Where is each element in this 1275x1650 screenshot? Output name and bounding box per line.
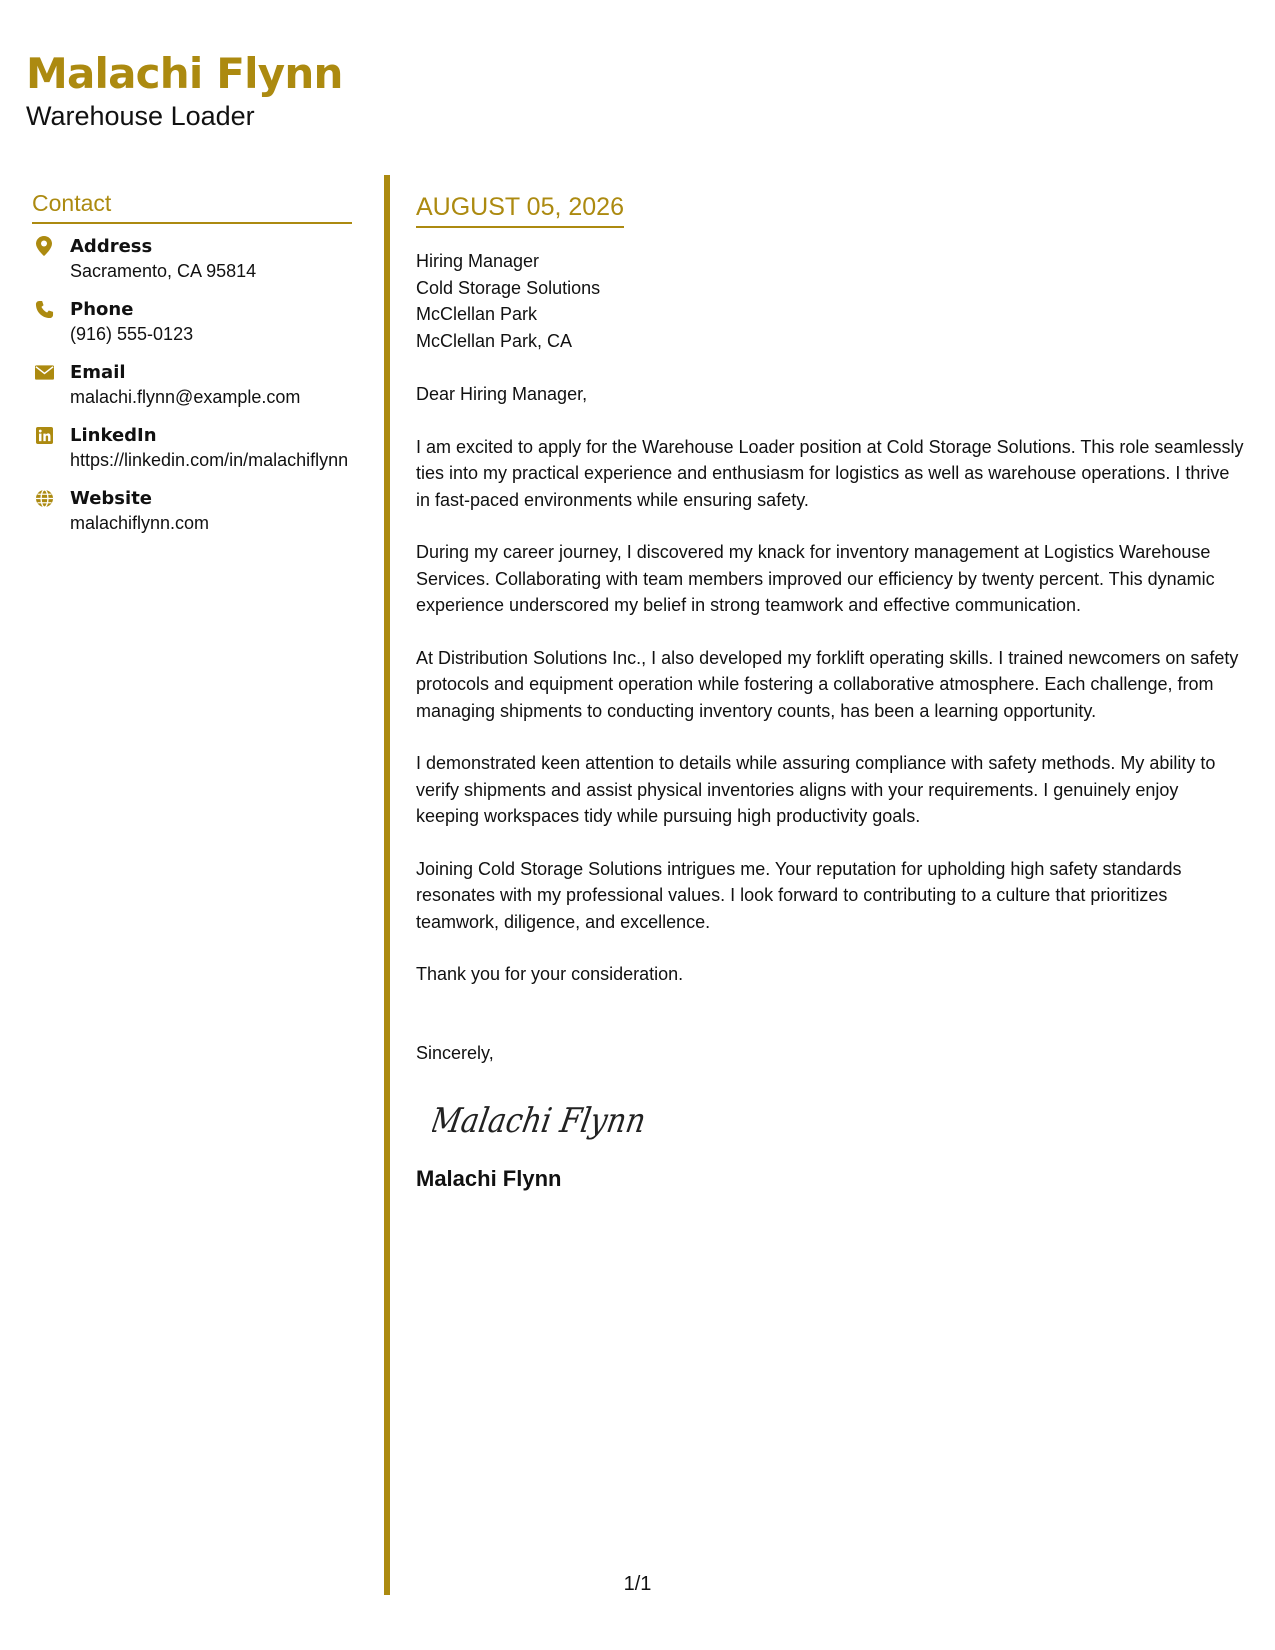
recipient-line: Hiring Manager — [416, 251, 540, 271]
phone-icon — [34, 299, 54, 319]
map-pin-icon — [34, 236, 54, 256]
salutation: Dear Hiring Manager, — [416, 384, 588, 404]
body-paragraph: Thank you for your consideration. — [416, 964, 684, 984]
body-paragraph: At Distribution Solutions Inc., I also developed my forklift operating skills. I trained newcomers on safety protocols and equipment operation while fostering a collaborative atmosphere. Each challenge, from managing shipments to conducting inventory counts, has been a learning opportunity. — [416, 647, 1239, 721]
contact-item-phone — [32, 297, 352, 347]
contact-label: Email — [70, 362, 126, 383]
recipient-block — [416, 248, 1246, 354]
signature-text: Malachi Flynn — [432, 1101, 662, 1141]
contact-list — [32, 234, 352, 536]
phone-value: (916) 555-0123 — [70, 324, 194, 344]
contact-heading: Contact — [32, 188, 352, 224]
contact-item-address — [32, 234, 352, 284]
contact-item-website — [32, 486, 352, 536]
contact-label: Phone — [70, 299, 134, 320]
cover-letter-body — [416, 192, 1246, 1194]
body-paragraph: Joining Cold Storage Solutions intrigues me. Your reputation for upholding high safety standards resonates with my professional values. I look forward to contributing to a culture that prioritizes teamwork, diligence, and excellence. — [416, 858, 1182, 932]
envelope-icon — [34, 362, 54, 382]
recipient-line: Cold Storage Solutions — [416, 277, 601, 298]
body-paragraph: I am excited to apply for the Warehouse Loader position at Cold Storage Solutions. This role seamlessly ties into my practical experience and enthusiasm for logistics as well as warehouse operations. I thrive in fast-paced environments while ensuring safety. — [416, 436, 1244, 510]
job-title: Warehouse Loader — [26, 101, 255, 131]
vertical-divider — [384, 175, 390, 1595]
page-number: 1/1 — [623, 1573, 652, 1595]
globe-icon — [34, 488, 54, 508]
handwritten-signature — [432, 1094, 1246, 1154]
contact-label: LinkedIn — [70, 425, 157, 446]
address-value: Sacramento, CA 95814 — [70, 261, 257, 281]
body-paragraph: During my career journey, I discovered my knack for inventory management at Logistics Warehouse Services. Collaborating with team members improved our efficiency by twenty percent. This dynamic experience underscored my belief in strong teamwork and effective communication. — [416, 542, 1215, 615]
recipient-line: McClellan Park — [416, 304, 538, 324]
applicant-name: Malachi Flynn — [26, 49, 343, 98]
email-value[interactable]: malachi.flynn@example.com — [70, 387, 301, 407]
contact-item-email — [32, 360, 352, 410]
contact-sidebar — [32, 188, 352, 549]
signer-name: Malachi Flynn — [416, 1166, 562, 1191]
recipient-line: McClellan Park, CA — [416, 330, 573, 351]
closing-line: Sincerely, — [416, 1042, 494, 1063]
contact-label: Address — [70, 236, 153, 257]
letter-date: AUGUST 05, 2026 — [416, 192, 624, 228]
linkedin-icon — [34, 425, 54, 445]
resume-header — [26, 48, 343, 132]
linkedin-value[interactable]: https://linkedin.com/in/malachiflynn — [70, 450, 349, 470]
body-paragraph: I demonstrated keen attention to details while assuring compliance with safety methods. My ability to verify shipments and assist physical inventories aligns with your requirements. I genuinely enjoy keeping workspaces tidy while pursuing high productivity goals. — [416, 753, 1216, 826]
contact-item-linkedin — [32, 423, 352, 473]
website-value[interactable]: malachiflynn.com — [70, 513, 210, 533]
contact-label: Website — [70, 488, 153, 509]
